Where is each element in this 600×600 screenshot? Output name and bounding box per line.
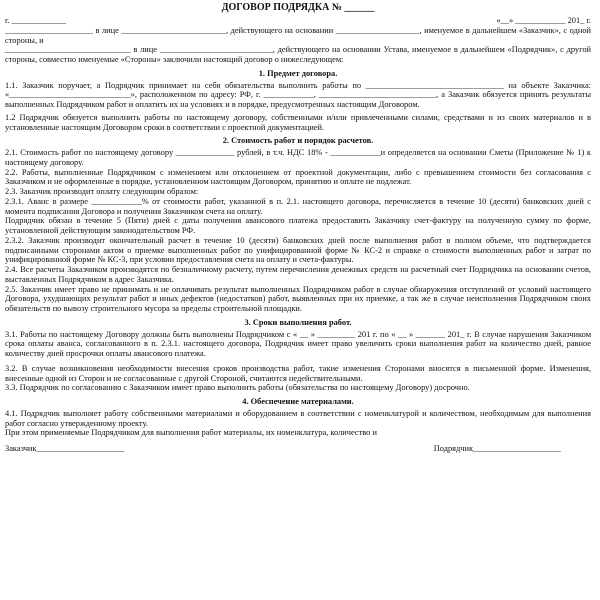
contractor-signature-line: Подрядчик_____________________: [433, 444, 561, 453]
clause: 3.2. В случае возникновения необходимости внесения сроков производства работ, такие изменения Сторонами вносятся в письменной форме. Изменения, внесенные одной из Сторон и не согласованные с другой Стороной, считаются недействительными.: [5, 363, 591, 383]
document-title: ДОГОВОР ПОДРЯДКА № ______: [221, 2, 375, 13]
clause: 2.3. Заказчик производит оплату следующим образом:: [5, 187, 199, 196]
signature-row: [5, 444, 591, 454]
section-heading: 3. Сроки выполнения работ.: [244, 317, 352, 327]
intro-paragraph: _____________________ в лице _________________________, действующего на основании ____________________, именуемое в дальнейшем «Заказчик», с одной стороны, и: [5, 25, 591, 45]
clause: 2.3.1. Аванс в размере ____________% от стоимости работ, указанной в п. 2.1. настоящего договора, перечисляется в течение 10 (десяти) банковских дней с момента подписания Договора и получения Заказчиком счета на оплату.: [5, 196, 591, 216]
customer-signature-line: Заказчик_____________________: [5, 444, 125, 453]
clause: При этом применяемые Подрядчиком для выполнения работ материалы, их номенклатура, количество и: [5, 428, 377, 438]
section-heading: 2. Стоимость работ и порядок расчетов.: [222, 136, 374, 146]
clause: 2.5. Заказчик имеет право не принимать и не оплачивать результат выполненных Подрядчиком работ в случае обнаружения отступлений от условий настоящего Договора, ухудшающих результат работ и иных дефектов (недостатков) работ, выявленных при их приемке, а так же в случае неисполнения Подрядчиком своих обязательств по вывозу строительного мусора за пределы строительной площадки.: [5, 284, 591, 313]
clause: 3.3. Подрядчик по согласованию с Заказчиком имеет право выполнить работы (обязательства по настоящему Договору) досрочно.: [5, 383, 470, 393]
clause: 2.1. Стоимость работ по настоящему договору ______________ рублей, в т.ч. НДС 18% - ____________и определяется на основании Сметы (Приложение № 1) к настоящему договору.: [5, 148, 591, 167]
city-field: г. _____________: [5, 16, 67, 25]
clause: 1.2 Подрядчик обязуется выполнить работы по настоящему договору, собственными и/или привлеченными силами, средствами и из своих материалов и в установленные настоящим Договором сроки в соответствии с проектной документацией.: [5, 112, 591, 132]
clause: 2.2. Работы, выполненные Подрядчиком с изменением или отклонением от проектной документации, либо с превышением стоимости без согласования с Заказчиком и не оформленные в порядке, установленном настоящим Договором, принятию и оплате не подлежат.: [5, 167, 591, 187]
clause: Подрядчик обязан в течение 5 (Пяти) дней с даты получения авансового платежа предоставить Заказчику счет-фактуру на полученную сумму по форме, установленной действующим законодательством РФ.: [5, 216, 591, 235]
header-row: [5, 16, 591, 26]
clause: 3.1. Работы по настоящему Договору должны быть выполнены Подрядчиком с « __ » _________ 201 г. по « __ » _______ 201_ г. В случае нарушения Заказчиком срока оплаты аванса, согласованного в п. 2.3.1. настоящего договора, Подрядчик имеет право увеличить сроки выполнения работ на количество дней, равное количеству дней просрочки оплаты авансового платежа.: [5, 329, 591, 358]
clause: 2.3.2. Заказчик производит окончательный расчет в течение 10 (десяти) банковских дней после выполнения работ в полном объеме, что подтверждается подписанными сторонами актом о приемке выполненных работ по унифицированной форме № КС-2 и справке о стоимости выполненных работ и затрат по унифицированной форме № КС-3, при условии предоставления счета на оплату и счета-фактуры.: [5, 235, 591, 265]
clause: 1.1. Заказчик поручает, а Подрядчик принимает на себя обязательства выполнить работы по _________________________________ на объекте Заказчика: «_____________________________», расположенном по адресу: РФ, г. ____________, ____________________________, а Заказчик обязуется принять результаты выполненных Подрядчиком работ и оплатить их на условиях и в порядке, предусмотренных настоящим Договором.: [5, 80, 591, 109]
date-field: «__» ____________ 201_ г.: [496, 16, 591, 25]
clause: 2.4. Все расчеты Заказчиком производятся по безналичному расчету, путем перечисления денежных средств на расчетный счет Подрядчика на основании счетов, выставленных Подрядчиком в адрес Заказчика.: [5, 265, 591, 284]
intro-paragraph: ______________________________ в лице ___________________________, действующего на основании Устава, именуемое в дальнейшем «Подрядчик», с другой стороны, совместно именуемые «Стороны» заключили настоящий договор о нижеследующем:: [5, 45, 591, 64]
section-heading: 4. Обеспечение материалами.: [242, 397, 354, 406]
section-heading: 1. Предмет договора.: [258, 68, 338, 78]
clause: 4.1. Подрядчик выполняет работу собственными материалами и оборудованием в соответствии с номенклатурой и количеством, необходимым для выполнения работ согласно утвержденному проекту.: [5, 408, 591, 428]
